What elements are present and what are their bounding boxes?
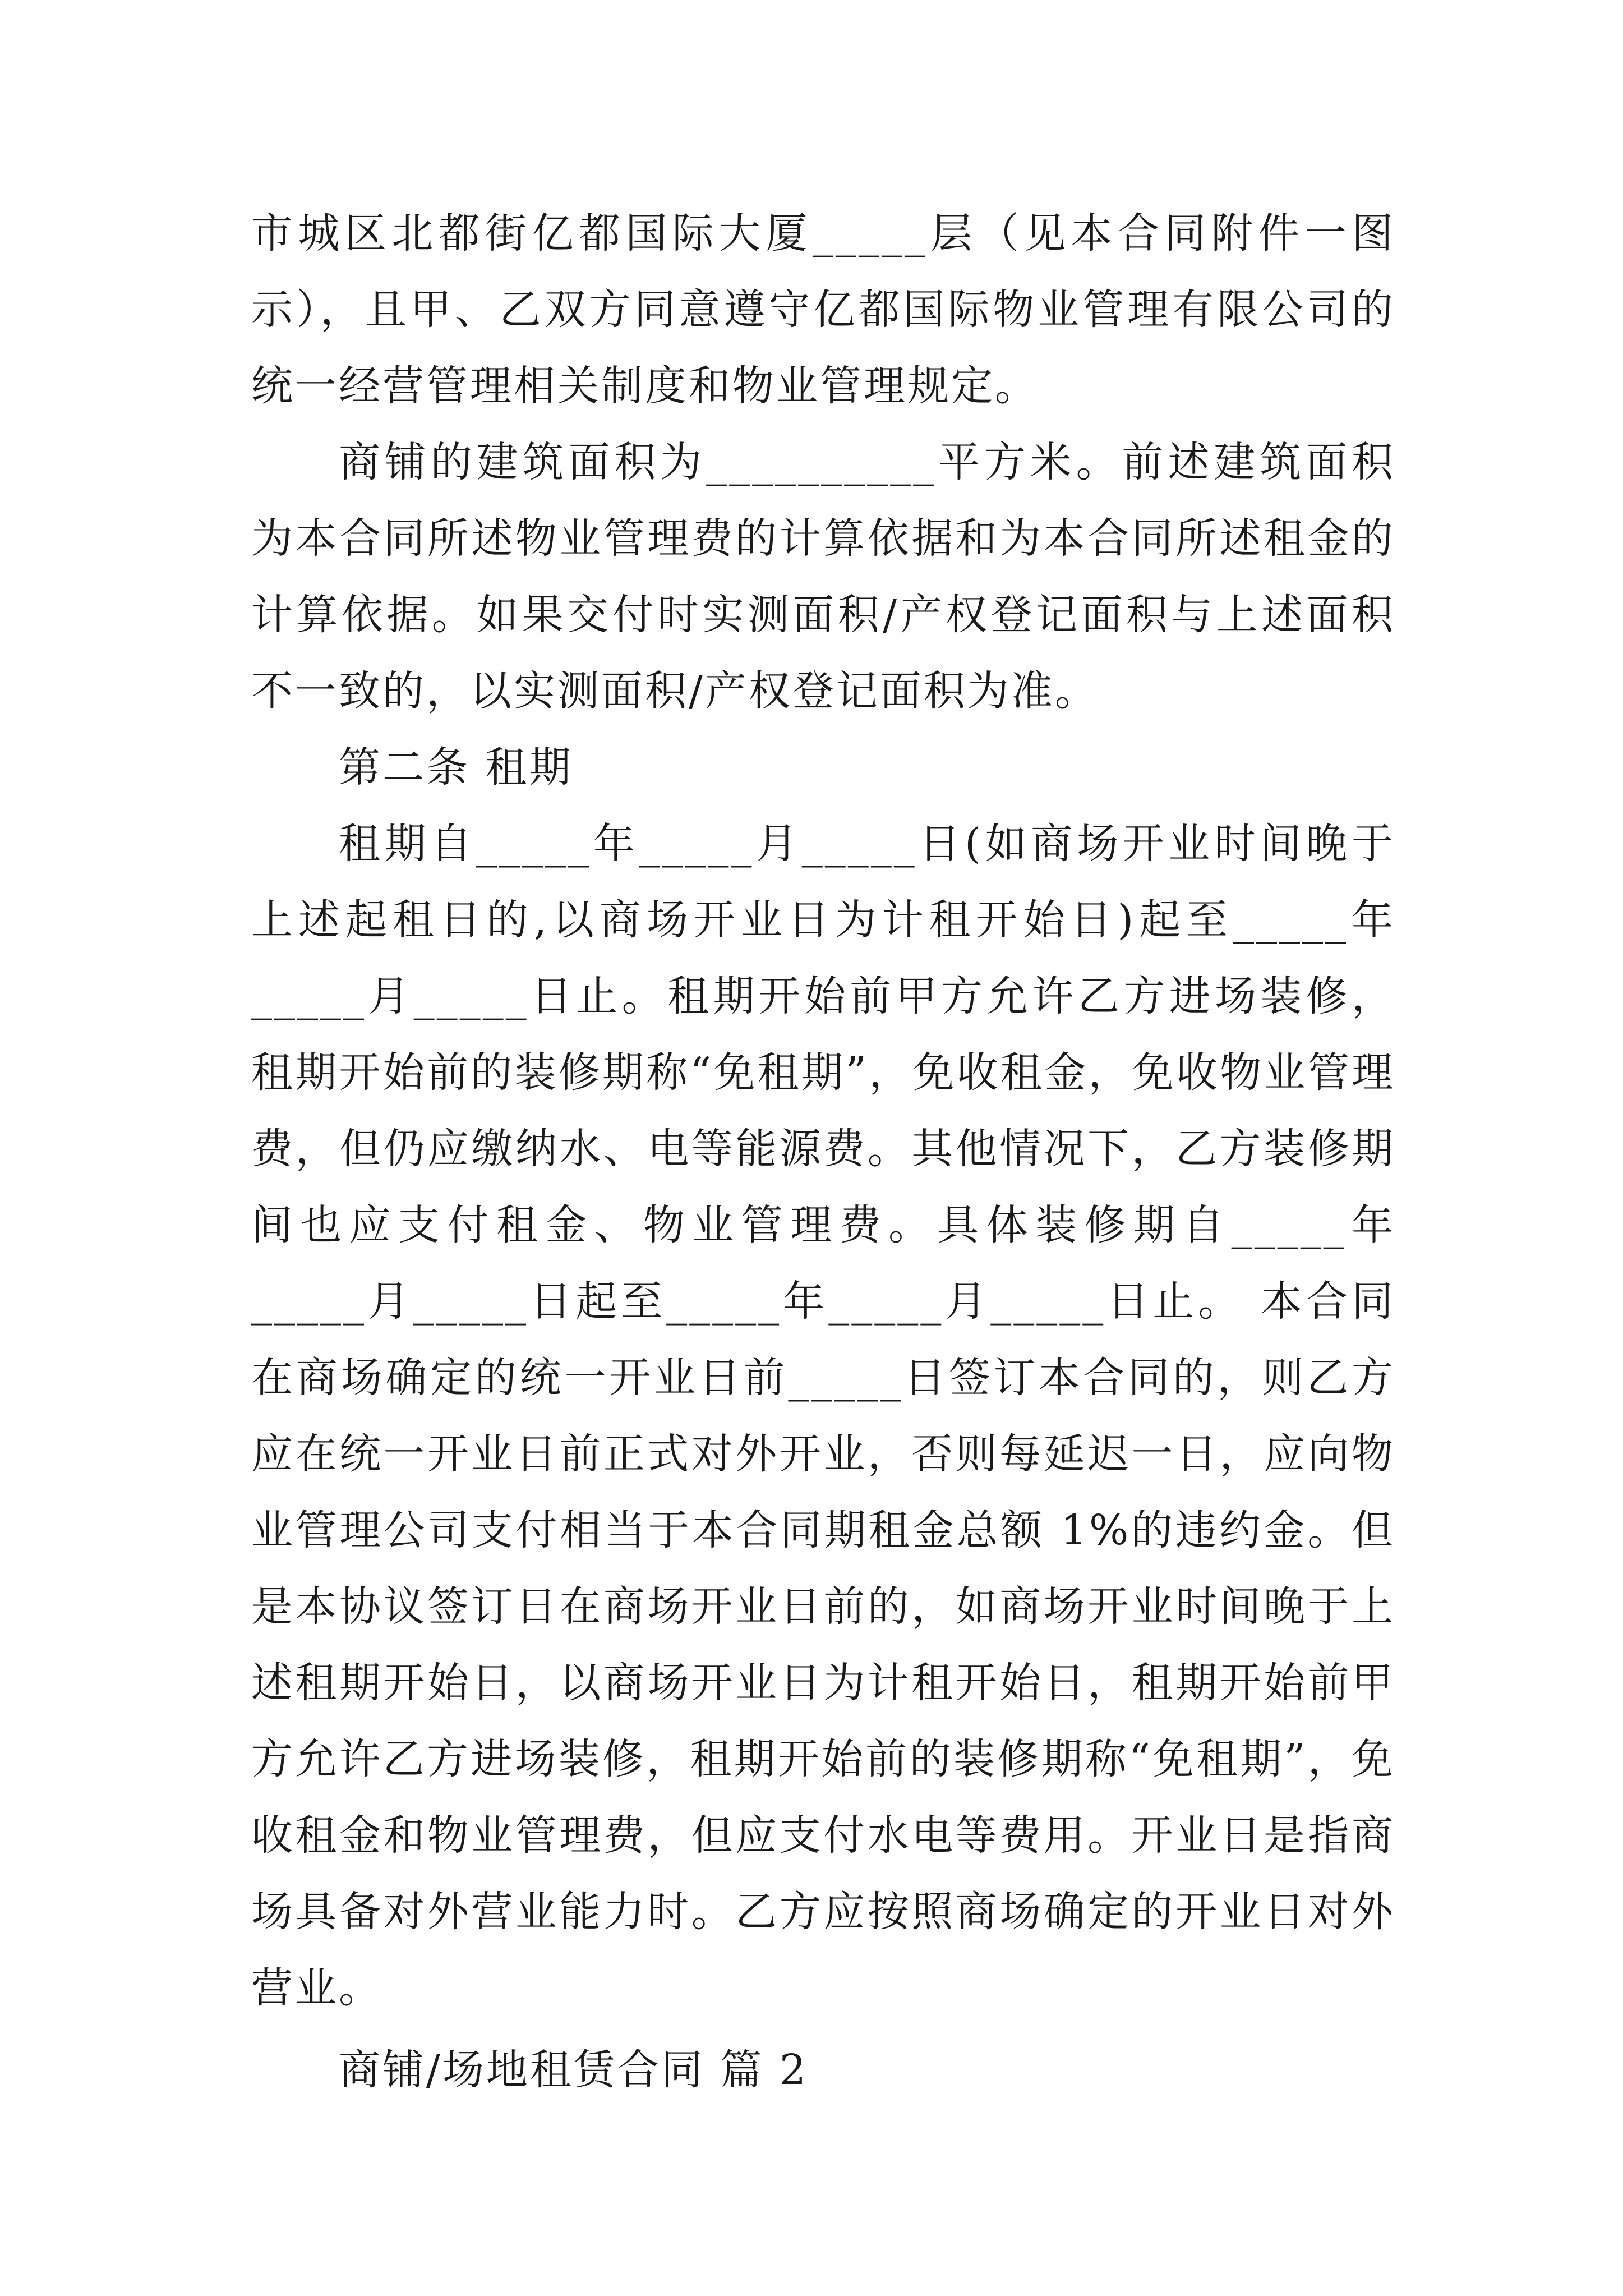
- section-heading-contract-2: 商铺/场地租赁合同 篇 2: [339, 2046, 809, 2094]
- document-body: [251, 195, 1395, 2108]
- paragraph-area: 商铺的建筑面积为__________平方米。前述建筑面积为本合同所述物业管理费的计算依据和为本合同所述租金的计算依据。如果交付时实测面积/产权登记面积与上述面积不一致的，以实测面积/产权登记面积为准。: [251, 438, 1395, 715]
- paragraph-lease-term: 租期自_____年_____月_____日(如商场开业时间晚于上述起租日的,以商场开业日为计租开始日)起至_____年_____月_____日止。租期开始前甲方允许乙方进场装修，租期开始前的装修期称“免租期”，免收租金，免收物业管理费，但仍应缴纳水、电等能源费。其他情况下，乙方装修期间也应支付租金、物业管理费。具体装修期自_____年_____月_____日起至_____年_____月_____日止。 本合同在商场确定的统一开业日前_____日签订本合同的，则乙方应在统一开业日前正式对外开业，否则每延迟一日，应向物业管理公司支付相当于本合同期租金总额 1%的违约金。但是本协议签订日在商场开业日前的，如商场开业时间晚于上述租期开始日，以商场开业日为计租开始日，租期开始前甲方允许乙方进场装修，租期开始前的装修期称“免租期”，免收租金和物业管理费，但应支付水电等费用。开业日是指商场具备对外营业能力时。乙方应按照商场确定的开业日对外营业。: [251, 820, 1395, 2012]
- section-heading-lease-term: 第二条 租期: [339, 743, 573, 792]
- paragraph-location: 市城区北都街亿都国际大厦_____层（见本合同附件一图示），且甲、乙双方同意遵守亿都国际物业管理有限公司的统一经营管理相关制度和物业管理规定。: [251, 209, 1395, 410]
